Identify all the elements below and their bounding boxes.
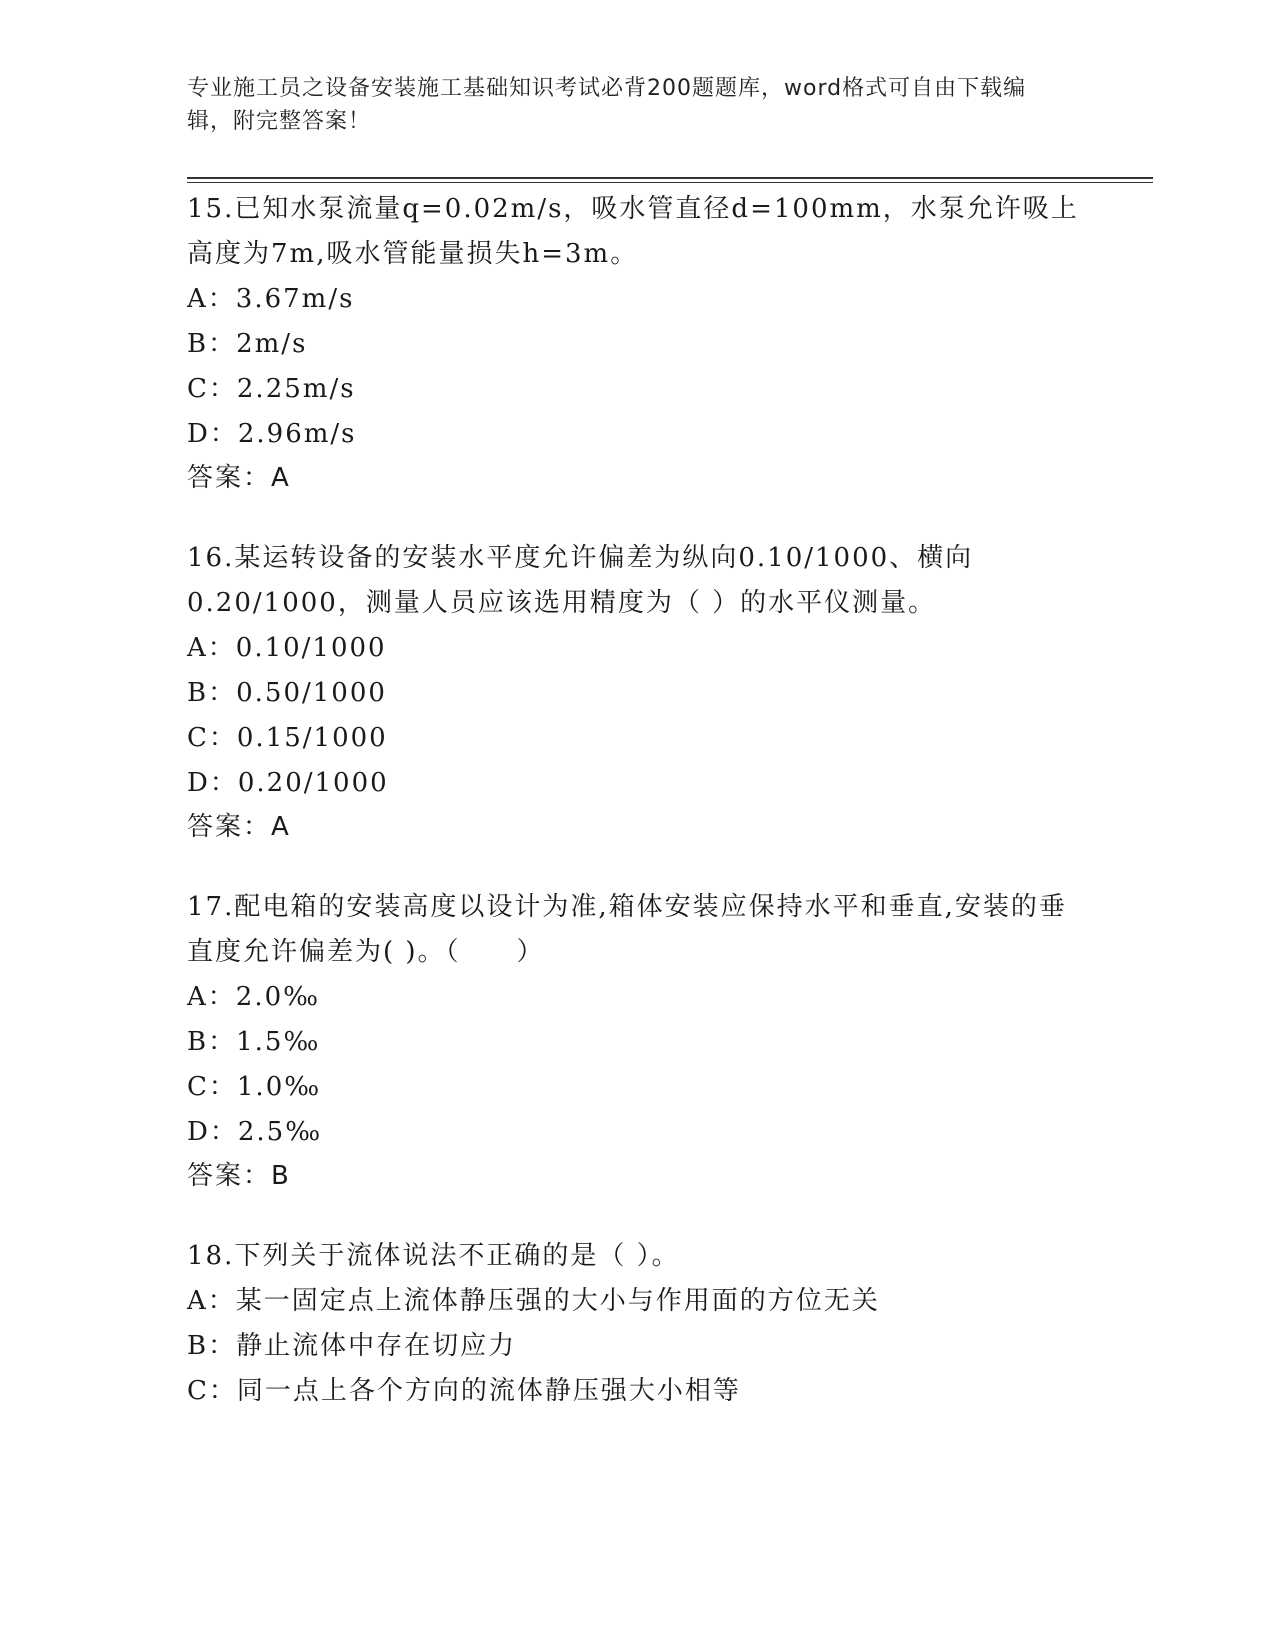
answer-label: 答案： (187, 463, 272, 493)
answer-label: 答案： (187, 812, 272, 842)
answer-value: A (271, 812, 291, 842)
question-stem: 18.下列关于流体说法不正确的是（ ）。 (187, 1241, 680, 1271)
option-c: C：1.0‰ (187, 1072, 322, 1102)
option-c: C：2.25m/s (187, 374, 356, 404)
question-15 (187, 187, 1087, 499)
question-stem: 15.已知水泵流量q=0.02m/s，吸水管直径d=100mm，水泵允许吸上高度为7m,吸水管能量损失h=3m。 (187, 194, 1079, 269)
option-d: D：0.20/1000 (187, 768, 389, 798)
header-divider-thick (187, 177, 1153, 179)
question-stem: 16.某运转设备的安装水平度允许偏差为纵向0.10/1000、横向0.20/1000，测量人员应该选用精度为（ ）的水平仪测量。 (187, 543, 974, 618)
answer-line (187, 806, 1087, 848)
option-a: A：2.0‰ (187, 982, 321, 1012)
option-a: A：0.10/1000 (187, 633, 387, 663)
answer-line (187, 1155, 1087, 1197)
option-b: B：2m/s (187, 329, 308, 359)
option-b: B：1.5‰ (187, 1027, 321, 1057)
header-divider-thin (187, 182, 1153, 183)
answer-line (187, 457, 1087, 499)
question-16 (187, 536, 1087, 848)
option-b: B：0.50/1000 (187, 678, 387, 708)
question-17 (187, 885, 1087, 1197)
document-header-title: 专业施工员之设备安装施工基础知识考试必背200题题库，word格式可自由下载编辑，附完整答案！ (187, 76, 1027, 134)
option-d: D：2.5‰ (187, 1117, 323, 1147)
option-a: A：某一固定点上流体静压强的大小与作用面的方位无关 (187, 1286, 880, 1316)
option-c: C：0.15/1000 (187, 723, 388, 753)
answer-value: A (271, 463, 291, 493)
answer-value: B (271, 1161, 291, 1191)
option-c: C：同一点上各个方向的流体静压强大小相等 (187, 1376, 741, 1406)
answer-label: 答案： (187, 1161, 272, 1191)
option-b: B：静止流体中存在切应力 (187, 1331, 517, 1361)
question-stem: 17.配电箱的安装高度以设计为准,箱体安装应保持水平和垂直,安装的垂直度允许偏差为( )。（ ） (187, 892, 1067, 967)
question-18 (187, 1234, 1087, 1414)
option-a: A：3.67m/s (187, 284, 355, 314)
option-d: D：2.96m/s (187, 419, 357, 449)
